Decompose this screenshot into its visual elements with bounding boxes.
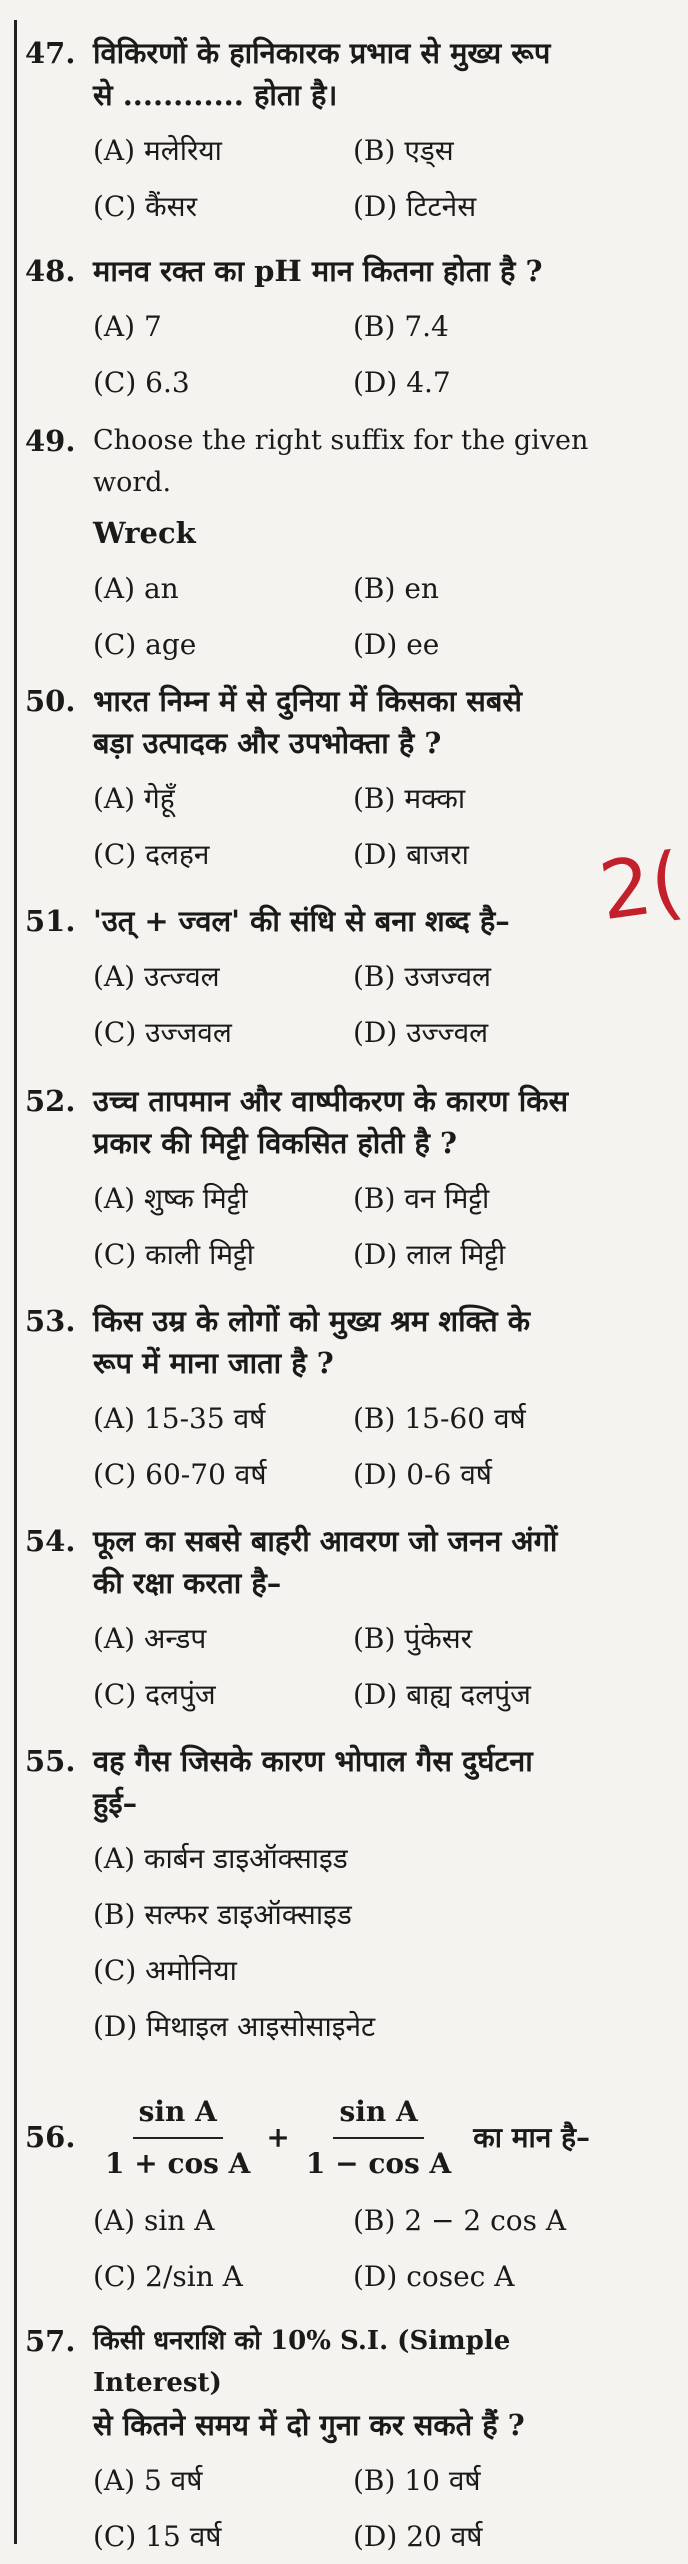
- fraction-2: [300, 2091, 457, 2185]
- question-line: हुई–: [93, 1786, 138, 1820]
- question-number: 52.: [25, 1084, 76, 1118]
- question-number: 55.: [25, 1744, 76, 1778]
- option-a[interactable]: (A) 7: [93, 309, 162, 343]
- fraction-1-numerator: sin A: [133, 2091, 223, 2139]
- question-51: [17, 900, 629, 1060]
- option-c[interactable]: (C) 6.3: [93, 365, 190, 399]
- question-52: [17, 1080, 629, 1282]
- question-line: बड़ा उत्पादक और उपभोक्ता है ?: [93, 726, 442, 760]
- handwritten-margin-mark: 2(: [593, 834, 688, 939]
- question-number: 50.: [25, 684, 76, 718]
- question-line: मानव रक्त का pH मान कितना होता है ?: [93, 254, 543, 288]
- given-word: Wreck: [93, 516, 196, 550]
- question-56: [17, 2090, 629, 2304]
- option-b[interactable]: (B) मक्का: [353, 782, 466, 815]
- option-b[interactable]: (B) पुंकेसर: [353, 1622, 473, 1655]
- option-d[interactable]: (D) cosec A: [353, 2259, 515, 2293]
- option-d[interactable]: (D) बाह्य दलपुंज: [353, 1678, 531, 1711]
- option-a[interactable]: (A) 15-35 वर्ष: [93, 1402, 266, 1435]
- question-number: 49.: [25, 424, 76, 458]
- question-54: [17, 1520, 629, 1722]
- option-a[interactable]: (A) कार्बन डाइऑक्साइड: [93, 1842, 348, 1875]
- option-c[interactable]: (C) age: [93, 627, 197, 661]
- option-b[interactable]: (B) 10 वर्ष: [353, 2464, 481, 2497]
- option-b[interactable]: (B) एड्स: [353, 134, 454, 167]
- question-line: प्रकार की मिट्टी विकसित होती है ?: [93, 1126, 457, 1160]
- option-d[interactable]: (D) लाल मिट्टी: [353, 1238, 506, 1271]
- option-c[interactable]: (C) कैंसर: [93, 190, 198, 223]
- option-b[interactable]: (B) सल्फर डाइऑक्साइड: [93, 1898, 352, 1931]
- option-c[interactable]: (C) 15 वर्ष: [93, 2520, 222, 2553]
- question-47: [17, 32, 629, 234]
- plus-sign: +: [266, 2121, 290, 2154]
- option-c[interactable]: (C) दलपुंज: [93, 1678, 216, 1711]
- question-number: 47.: [25, 36, 76, 70]
- question-page: [14, 20, 626, 2553]
- option-c[interactable]: (C) 2/sin A: [93, 2259, 243, 2293]
- question-line: 'उत् + ज्वल' की संधि से बना शब्द है–: [93, 904, 510, 938]
- question-line: से ............ होता है।: [93, 78, 338, 112]
- question-line: किसी धनराशि को 10% S.I. (Simple Interest): [93, 2326, 511, 2398]
- option-b[interactable]: (B) en: [353, 571, 439, 605]
- option-a[interactable]: (A) मलेरिया: [93, 134, 222, 167]
- option-c[interactable]: (C) दलहन: [93, 838, 210, 871]
- option-b[interactable]: (B) वन मिट्टी: [353, 1182, 490, 1215]
- fraction-1-denominator: 1 + cos A: [105, 2147, 251, 2180]
- question-line: की रक्षा करता है–: [93, 1566, 282, 1600]
- option-a[interactable]: (A) उत्ज्वल: [93, 960, 220, 993]
- question-49: [17, 420, 629, 672]
- question-number: 56.: [25, 2120, 76, 2154]
- option-b[interactable]: (B) 2 − 2 cos A: [353, 2203, 567, 2237]
- question-number: 57.: [25, 2324, 76, 2358]
- question-line: word.: [93, 467, 172, 498]
- question-number: 51.: [25, 904, 76, 938]
- question-line: रूप में माना जाता है ?: [93, 1346, 334, 1380]
- question-48: [17, 250, 629, 410]
- question-50: [17, 680, 629, 882]
- fraction-2-denominator: 1 − cos A: [305, 2147, 452, 2180]
- option-b[interactable]: (B) 7.4: [353, 309, 449, 343]
- option-c[interactable]: (C) 60-70 वर्ष: [93, 1458, 267, 1491]
- option-c[interactable]: (C) उज्जवल: [93, 1016, 232, 1049]
- question-line: वह गैस जिसके कारण भोपाल गैस दुर्घटना: [93, 1744, 533, 1778]
- question-line: भारत निम्न में से दुनिया में किसका सबसे: [93, 684, 522, 718]
- question-number: 54.: [25, 1524, 76, 1558]
- question-number: 48.: [25, 254, 76, 288]
- option-b[interactable]: (B) 15-60 वर्ष: [353, 1402, 526, 1435]
- option-a[interactable]: (A) 5 वर्ष: [93, 2464, 203, 2497]
- option-d[interactable]: (D) 4.7: [353, 365, 451, 399]
- fraction-1: [99, 2091, 256, 2185]
- option-a[interactable]: (A) sin A: [93, 2203, 215, 2237]
- option-a[interactable]: (A) गेहूँ: [93, 782, 175, 815]
- question-55: [17, 1740, 629, 2054]
- option-d[interactable]: (D) 20 वर्ष: [353, 2520, 483, 2553]
- question-line: उच्च तापमान और वाष्पीकरण के कारण किस: [93, 1084, 569, 1118]
- option-d[interactable]: (D) बाजरा: [353, 838, 469, 871]
- question-number: 53.: [25, 1304, 76, 1338]
- option-d[interactable]: (D) ee: [353, 627, 440, 661]
- option-a[interactable]: (A) अन्डप: [93, 1622, 207, 1655]
- option-c[interactable]: (C) काली मिट्टी: [93, 1238, 255, 1271]
- option-b[interactable]: (B) उजज्वल: [353, 960, 492, 993]
- fraction-2-numerator: sin A: [333, 2091, 423, 2139]
- option-d[interactable]: (D) 0-6 वर्ष: [353, 1458, 492, 1491]
- question-line: Choose the right suffix for the given: [93, 425, 589, 456]
- option-d[interactable]: (D) टिटनेस: [353, 190, 477, 223]
- question-line: किस उम्र के लोगों को मुख्य श्रम शक्ति के: [93, 1304, 531, 1338]
- question-line: फूल का सबसे बाहरी आवरण जो जनन अंगों: [93, 1524, 558, 1558]
- option-a[interactable]: (A) शुष्क मिट्टी: [93, 1182, 248, 1215]
- option-c[interactable]: (C) अमोनिया: [93, 1954, 237, 1987]
- option-a[interactable]: (A) an: [93, 571, 179, 605]
- trig-formula: [93, 2091, 590, 2185]
- option-d[interactable]: (D) मिथाइल आइसोसाइनेट: [93, 2010, 376, 2043]
- question-53: [17, 1300, 629, 1502]
- question-line: से कितने समय में दो गुना कर सकते हैं ?: [93, 2408, 525, 2442]
- question-57: [17, 2320, 629, 2564]
- formula-tail: का मान है–: [473, 2121, 590, 2154]
- question-line: विकिरणों के हानिकारक प्रभाव से मुख्य रूप: [93, 36, 551, 70]
- option-d[interactable]: (D) उज्ज्वल: [353, 1016, 489, 1049]
